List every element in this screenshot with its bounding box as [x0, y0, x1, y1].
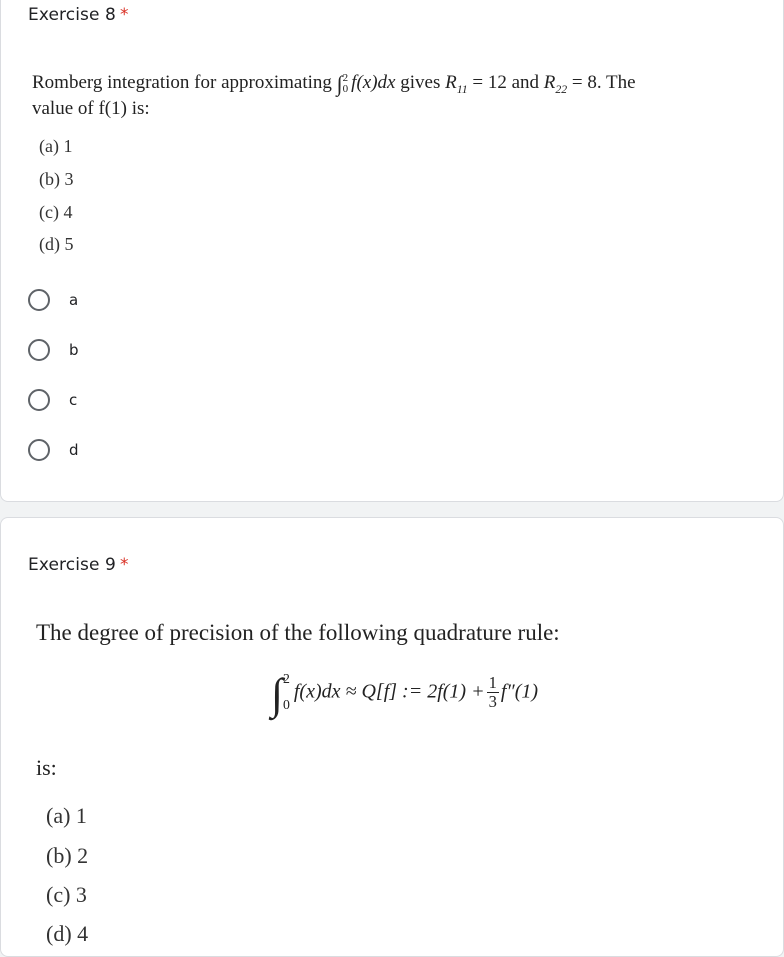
question-title-text: Exercise 8: [28, 5, 116, 25]
choice-a: (a) 1: [46, 803, 87, 828]
integral-limits: [283, 666, 290, 718]
radio-label: d: [69, 441, 79, 459]
fraction-numerator: 1: [488, 673, 497, 693]
r11-symbol: $R_{11}$: [445, 72, 468, 96]
formula-lhs: f(x)dx ≈ Q[f] := 2f(1) +: [293, 680, 485, 703]
required-asterisk: *: [119, 5, 129, 25]
is-text: is:: [36, 755, 57, 780]
question-mid: gives: [400, 72, 441, 93]
choice-d: (d) 5: [39, 234, 74, 254]
fraction: [487, 674, 499, 710]
question-title: [28, 555, 129, 575]
choice-b: (b) 2: [46, 843, 89, 868]
choice-a: (a) 1: [39, 136, 73, 156]
quadrature-formula: [271, 666, 538, 719]
integral-sign: ∫: [271, 670, 283, 719]
question-prefix: Romberg integration for approximating: [32, 72, 332, 93]
radio-button[interactable]: [28, 289, 50, 311]
choice-b: (b) 3: [39, 169, 74, 189]
required-asterisk: *: [119, 555, 129, 575]
choice-c: (c) 3: [46, 882, 87, 907]
radio-label: a: [69, 291, 79, 309]
radio-label: b: [69, 341, 79, 359]
formula-rhs: f″(1): [500, 680, 539, 703]
integral-upper: 2: [342, 71, 349, 84]
radio-button[interactable]: [28, 339, 50, 361]
radio-option-a[interactable]: [28, 287, 78, 313]
radio-button[interactable]: [28, 439, 50, 461]
choice-c: (c) 4: [39, 202, 73, 222]
question-title: [28, 5, 129, 25]
question-text-line-2: value of f(1) is:: [32, 98, 150, 119]
integral-lower: 0: [282, 697, 290, 713]
radio-option-d[interactable]: [28, 437, 79, 463]
choice-d: (d) 4: [46, 921, 89, 946]
r22-value: = 8. The: [571, 72, 636, 93]
integral-lower: 0: [342, 82, 349, 95]
integral-sign: ∫: [336, 71, 343, 96]
r22-symbol: $R_{22}$: [543, 72, 568, 96]
radio-label: c: [69, 391, 78, 409]
and-text: and: [511, 72, 540, 93]
question-title-text: Exercise 9: [28, 555, 116, 575]
integral-upper: 2: [282, 671, 290, 686]
question-card-exercise-9: [0, 517, 784, 957]
integral-limits: [343, 73, 349, 95]
radio-option-b[interactable]: [28, 337, 79, 363]
radio-button[interactable]: [28, 389, 50, 411]
fraction-denominator: 3: [488, 691, 497, 711]
r11-value: = 12: [472, 72, 507, 93]
integrand: f(x)dx: [351, 72, 396, 93]
radio-option-c[interactable]: [28, 387, 77, 413]
question-text: The degree of precision of the following quadrature rule:: [36, 620, 560, 645]
